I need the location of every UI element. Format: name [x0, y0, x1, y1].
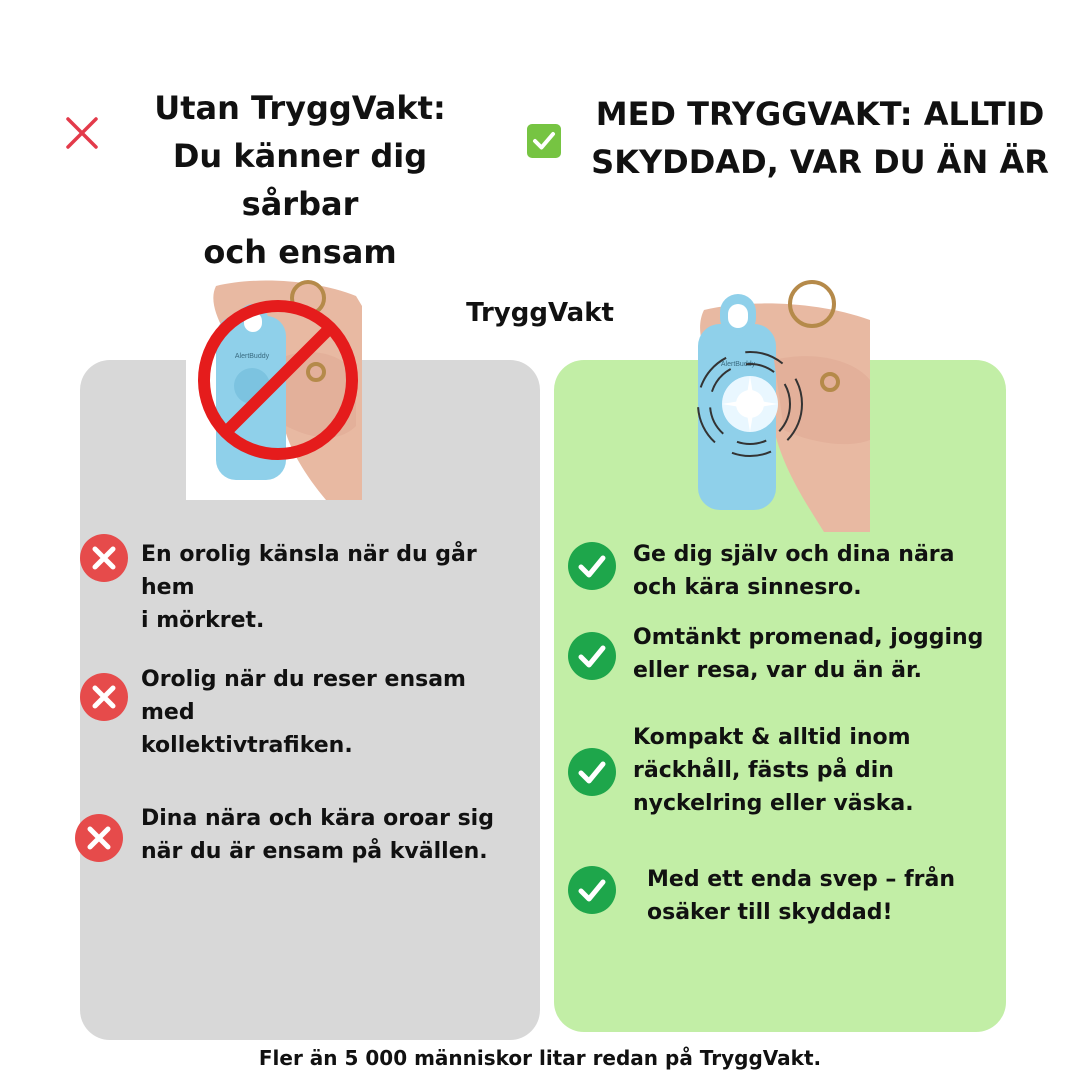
- without-heading: [120, 84, 480, 276]
- with-heading-line: MED TRYGGVAKT: ALLTID: [595, 95, 1045, 133]
- cross-circle-icon: [80, 534, 128, 582]
- alarm-device-hand-image: [186, 276, 362, 500]
- without-heading-line: Du känner dig sårbar: [172, 137, 428, 223]
- item-line: Med ett enda svep – från: [647, 867, 956, 892]
- device-brand-text: AlertBuddy: [720, 361, 756, 368]
- item-line: Ge dig själv och dina nära: [633, 542, 955, 567]
- item-line: när du är ensam på kvällen.: [141, 839, 488, 864]
- item-line: i mörkret.: [141, 608, 265, 633]
- check-circle-icon: [568, 748, 616, 796]
- check-mark-icon: [527, 124, 561, 158]
- with-item: [633, 538, 993, 604]
- footer-text: Fler än 5 000 människor litar redan på TryggVakt.: [258, 1046, 822, 1070]
- item-line: räckhåll, fästs på din: [633, 758, 894, 783]
- item-line: Kompakt & alltid inom: [633, 725, 911, 750]
- device-brand-text: AlertBuddy: [234, 353, 270, 360]
- item-line: och kära sinnesro.: [633, 575, 862, 600]
- item-line: eller resa, var du än är.: [633, 658, 923, 683]
- alarm-device-light-image: [694, 270, 870, 532]
- without-heading-line: Utan TryggVakt:: [154, 89, 446, 127]
- item-line: osäker till skyddad!: [647, 900, 893, 925]
- check-circle-icon: [568, 866, 616, 914]
- item-line: nyckelring eller väska.: [633, 791, 914, 816]
- cross-circle-icon: [75, 814, 123, 862]
- item-line: Dina nära och kära oroar sig: [141, 806, 494, 831]
- cross-circle-icon: [80, 673, 128, 721]
- without-item: [141, 802, 521, 868]
- item-line: Orolig när du reser ensam med: [141, 667, 466, 725]
- with-item: [633, 621, 993, 687]
- without-item: [141, 663, 521, 762]
- with-heading-line: SKYDDAD, VAR DU ÄN ÄR: [591, 143, 1049, 181]
- with-heading: [580, 90, 1060, 186]
- without-item: [141, 538, 521, 637]
- check-circle-icon: [568, 632, 616, 680]
- with-item: [633, 721, 993, 820]
- item-line: kollektivtrafiken.: [141, 733, 353, 758]
- with-item: [647, 863, 987, 929]
- brand-label: TryggVakt: [466, 298, 614, 328]
- without-heading-line: och ensam: [203, 233, 397, 271]
- cross-icon: [64, 115, 100, 151]
- item-line: Omtänkt promenad, jogging: [633, 625, 984, 650]
- check-circle-icon: [568, 542, 616, 590]
- item-line: En orolig känsla när du går hem: [141, 542, 477, 600]
